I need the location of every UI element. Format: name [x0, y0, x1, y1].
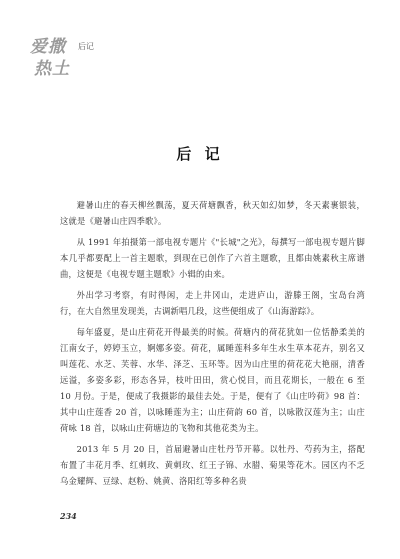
paragraph-5: 2013 年 5 月 20 日，首届避暑山庄牡丹节开幕。以牡丹、芍药为主，搭配布置了丰花月季、红刺玫、黄刺玫、红王子锦、水腊、菊果等花木。园区内不乏乌金耀辉、豆绿、赵粉、姚黄、洛阳红等多种名贵 — [60, 444, 365, 486]
book-logo-line1: 爱撒 — [30, 37, 66, 57]
page-number: 234 — [60, 511, 77, 521]
paragraph-4: 每年盛夏，是山庄荷花开得最美的时候。荷塘内的荷花犹如一位恬静柔美的江南女子，婷婷玉立，婀娜多姿。荷花，属睡莲科多年生水生草本花卉，别名又叫莲花、水芝、芙蓉、水华、泽芝、玉环等。因为山庄里的荷花花大艳丽，清香远溢，多姿多彩，形态各异，枝叶田田，赏心悦目，而且花期长，一般在 6 至 10 月份。于是，便成了我摄影的最佳去处。于是，便有了《山庄吟荷》98 首：其中山庄莲香 20 首，以咏睡莲为主；山庄荷韵 60 首，以咏散汉莲为主；山庄荷咏 18 首，以咏山庄荷塘边的飞物和其他花类为主。 — [60, 327, 365, 433]
book-logo — [30, 30, 92, 80]
running-header-section: 后记 — [78, 42, 94, 51]
chapter-title: 后 记 — [176, 145, 224, 164]
paragraph-3: 外出学习考察，有时得闲，走上井冈山，走进庐山，游滕王阁，宝岛台湾行，在大自然里发现美，古调新唱几段，这些便组成了《山海游踪》。 — [60, 290, 365, 316]
body-text — [60, 197, 365, 494]
book-logo-line2: 热土 — [34, 59, 70, 79]
paragraph-2: 从 1991 年拍摄第一部电视专题片《"长城"之光》，每撰写一部电视专题片脚本几乎都要配上一首主题歌，到现在已创作了六首主题歌，且都由姚素秋主席谱曲，这便是《电视专题主题歌》小辑的由来。 — [60, 237, 365, 279]
paragraph-1: 避暑山庄的春天柳丝飘荡，夏天荷塘飘香，秋天如幻如梦，冬天素裹银装，这就是《避暑山庄四季歌》。 — [60, 200, 365, 226]
